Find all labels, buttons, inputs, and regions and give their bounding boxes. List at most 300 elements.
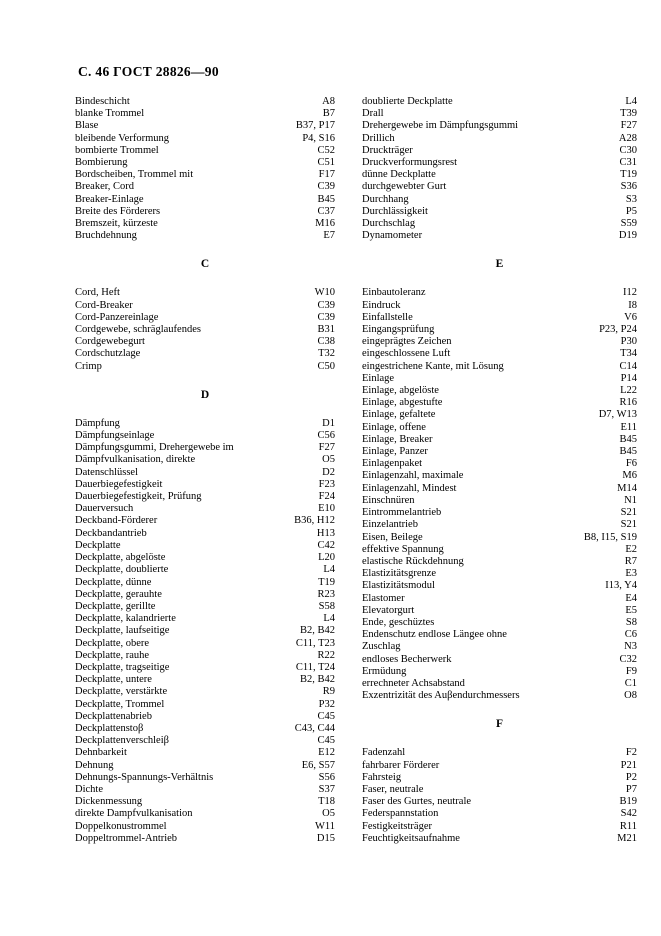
index-term: Dynamometer	[362, 230, 423, 242]
index-row	[75, 287, 335, 299]
index-code: B45	[317, 193, 335, 205]
index-row	[362, 760, 637, 772]
index-term: Bremszeit, kürzeste	[75, 218, 158, 230]
index-term: Dehnungs-Spannungs-Verhältnis	[75, 771, 214, 783]
index-term: Bruchdehnung	[75, 230, 137, 242]
index-row	[362, 312, 637, 324]
index-code: C42	[317, 539, 335, 551]
index-code: S21	[620, 519, 637, 531]
index-code: E6, S57	[301, 759, 335, 771]
index-term: Deckplatte, abgelöste	[75, 552, 166, 564]
index-columns	[75, 96, 637, 845]
index-row	[362, 641, 637, 653]
index-code: T19	[620, 169, 637, 181]
index-code: D19	[618, 230, 637, 242]
index-code: R22	[317, 649, 335, 661]
index-row	[75, 361, 335, 373]
index-term: Eisen, Beilege	[362, 531, 423, 543]
index-code: E4	[625, 592, 637, 604]
index-code: P23, P24	[599, 324, 637, 336]
index-row	[362, 336, 637, 348]
section-letter-F: F	[495, 718, 504, 731]
index-code: L22	[620, 385, 637, 397]
index-row	[75, 442, 335, 454]
index-term: Drall	[362, 108, 384, 120]
index-row	[362, 747, 637, 759]
index-code: P21	[620, 759, 637, 771]
index-term: Cordgewebe, schräglaufendes	[75, 324, 201, 336]
index-code: O8	[624, 690, 637, 702]
index-term: Fadenzahl	[362, 747, 406, 759]
index-code: R23	[317, 588, 335, 600]
index-row	[75, 348, 335, 360]
index-row	[75, 772, 335, 784]
index-term: Einzelantrieb	[362, 519, 418, 531]
index-code: T19	[318, 576, 335, 588]
index-code: M16	[315, 218, 335, 230]
index-code: B19	[619, 796, 637, 808]
index-code: D15	[316, 832, 335, 844]
index-term: Bombierung	[75, 157, 128, 169]
index-row	[362, 373, 637, 385]
index-row	[75, 430, 335, 442]
index-row	[75, 821, 335, 833]
index-row	[362, 568, 637, 580]
index-row	[75, 491, 335, 503]
index-code: B45	[619, 433, 637, 445]
index-row	[362, 532, 637, 544]
index-code: W10	[314, 287, 335, 299]
index-code: S36	[620, 181, 637, 193]
index-code: I12	[623, 287, 637, 299]
index-term: Dichte	[75, 783, 103, 795]
index-code: E11	[620, 421, 637, 433]
index-code: S42	[620, 808, 637, 820]
index-term: Einlage, abgelöste	[362, 385, 439, 397]
index-code: E2	[625, 543, 637, 555]
index-row	[75, 503, 335, 515]
index-code: V6	[624, 311, 637, 323]
index-code: L4	[323, 564, 335, 576]
index-code: S37	[318, 783, 335, 795]
index-term: Eindruck	[362, 299, 401, 311]
index-term: Einlagenpaket	[362, 458, 423, 470]
index-row	[75, 206, 335, 218]
index-row	[362, 507, 637, 519]
index-row	[362, 458, 637, 470]
index-row	[75, 564, 335, 576]
index-code: L4	[323, 613, 335, 625]
index-term: Fahrsteig	[362, 771, 402, 783]
index-code: S21	[620, 507, 637, 519]
index-term: Druckverformungsrest	[362, 157, 458, 169]
index-row	[362, 483, 637, 495]
index-term: Deckplatte, untere	[75, 674, 152, 686]
index-row	[362, 300, 637, 312]
index-row	[75, 747, 335, 759]
index-code: C52	[317, 144, 335, 156]
index-code: S56	[318, 771, 335, 783]
index-term: eingestrichene Kante, mit Lösung	[362, 360, 504, 372]
index-term: Deckbandantrieb	[75, 527, 147, 539]
index-code: C50	[317, 360, 335, 372]
index-row	[75, 108, 335, 120]
index-row	[362, 287, 637, 299]
index-row	[75, 300, 335, 312]
index-row	[75, 552, 335, 564]
index-term: Cordschutzlage	[75, 348, 141, 360]
index-code: P2	[625, 771, 637, 783]
index-term: Elastomer	[362, 592, 405, 604]
index-row	[362, 654, 637, 666]
index-row	[75, 418, 335, 430]
index-code: C39	[317, 311, 335, 323]
index-term: Bordscheiben, Trommel mit	[75, 169, 194, 181]
index-row	[75, 625, 335, 637]
index-term: Deckplattenverschleiβ	[75, 735, 169, 747]
index-code: C39	[317, 299, 335, 311]
index-code: T18	[318, 796, 335, 808]
index-term: Eingangsprüfung	[362, 324, 435, 336]
index-row	[75, 686, 335, 698]
index-term: Dehnung	[75, 759, 114, 771]
index-term: Einbautoleranz	[362, 287, 426, 299]
index-row	[362, 422, 637, 434]
index-code: B31	[317, 324, 335, 336]
index-code: C56	[317, 430, 335, 442]
index-row	[362, 808, 637, 820]
index-row	[75, 601, 335, 613]
index-term: Durchschlag	[362, 218, 416, 230]
index-row	[75, 808, 335, 820]
index-code: C14	[619, 360, 637, 372]
section-letter-C: C	[200, 258, 210, 271]
index-code: R7	[624, 555, 637, 567]
index-term: Einlage, Breaker	[362, 433, 433, 445]
index-term: Elevatorgurt	[362, 604, 415, 616]
index-row	[362, 580, 637, 592]
index-row	[75, 662, 335, 674]
index-code: A8	[322, 96, 335, 107]
index-code: T32	[318, 348, 335, 360]
index-term: Dickenmessung	[75, 796, 143, 808]
index-row	[75, 133, 335, 145]
index-row	[362, 470, 637, 482]
index-term: Eintrommelantrieb	[362, 507, 442, 519]
index-term: Crimp	[75, 360, 102, 372]
index-term: bleibende Verformung	[75, 132, 169, 144]
index-row	[362, 324, 637, 336]
index-row	[362, 145, 637, 157]
index-code: L4	[625, 96, 637, 107]
index-term: Einlage, gefaltete	[362, 409, 436, 421]
index-code: C31	[619, 157, 637, 169]
index-row	[362, 108, 637, 120]
index-term: Deckplatte, gerillte	[75, 600, 156, 612]
index-term: Dämpfung	[75, 417, 120, 429]
index-term: Endenschutz endlose Längee ohne	[362, 629, 507, 641]
index-row	[362, 206, 637, 218]
index-row	[75, 218, 335, 230]
index-row	[362, 230, 637, 242]
index-row	[362, 133, 637, 145]
index-row	[75, 120, 335, 132]
index-row	[75, 760, 335, 772]
index-code: C51	[317, 157, 335, 169]
index-code: I8	[628, 299, 637, 311]
index-term: Breaker, Cord	[75, 181, 135, 193]
index-term: Cord-Breaker	[75, 299, 133, 311]
index-row	[362, 544, 637, 556]
index-row	[75, 723, 335, 735]
index-term: Blase	[75, 120, 99, 132]
index-term: Dämpfungseinlage	[75, 430, 155, 442]
index-row	[362, 678, 637, 690]
index-row	[75, 784, 335, 796]
index-code: H13	[316, 527, 335, 539]
index-row	[75, 312, 335, 324]
page-header: С. 46 ГОСТ 28826—90	[78, 64, 219, 79]
index-code: M21	[617, 832, 637, 844]
index-row	[362, 96, 637, 108]
index-term: Einfallstelle	[362, 311, 413, 323]
index-code: E10	[318, 503, 335, 515]
index-term: effektive Spannung	[362, 543, 444, 555]
index-row	[75, 515, 335, 527]
index-term: Deckplatte	[75, 539, 121, 551]
index-term: Breaker-Einlage	[75, 193, 144, 205]
index-row	[75, 479, 335, 491]
index-code: T39	[620, 108, 637, 120]
index-row	[75, 528, 335, 540]
index-row	[362, 784, 637, 796]
index-row	[362, 446, 637, 458]
index-term: durchgewebter Gurt	[362, 181, 447, 193]
index-row	[75, 577, 335, 589]
index-term: elastische Rückdehnung	[362, 555, 464, 567]
index-code: C30	[619, 144, 637, 156]
index-code: R16	[619, 397, 637, 409]
index-term: Deckplattenabrieb	[75, 710, 152, 722]
index-row	[75, 735, 335, 747]
index-term: Deckplatte, tragseitige	[75, 661, 170, 673]
index-code: E3	[625, 568, 637, 580]
index-row	[362, 181, 637, 193]
index-term: Exzentrizität des Auβendurchmessers	[362, 690, 520, 702]
index-code: C43, C44	[294, 722, 335, 734]
index-row	[75, 540, 335, 552]
index-term: Elastizitätsmodul	[362, 580, 435, 592]
index-code: B45	[619, 446, 637, 458]
index-code: E5	[625, 604, 637, 616]
index-term: errechneter Achsabstand	[362, 677, 465, 689]
index-term: Federspannstation	[362, 808, 439, 820]
index-code: P30	[620, 336, 637, 348]
index-code: N1	[624, 494, 637, 506]
index-row	[362, 194, 637, 206]
index-code: C37	[317, 205, 335, 217]
index-term: Deckplatte, verstärkte	[75, 686, 168, 698]
index-code: F9	[625, 665, 637, 677]
index-row	[362, 772, 637, 784]
index-code: C11, T24	[295, 661, 335, 673]
index-code: S59	[620, 218, 637, 230]
index-code: S58	[318, 600, 335, 612]
index-row	[362, 157, 637, 169]
index-term: Elastizitätsgrenze	[362, 568, 437, 580]
index-term: Deckplatte, kalandrierte	[75, 613, 176, 625]
index-code: S3	[625, 193, 637, 205]
index-row	[75, 467, 335, 479]
index-code: R11	[619, 820, 637, 832]
index-code: E12	[318, 747, 335, 759]
index-code: D7, W13	[598, 409, 637, 421]
index-term: Drillich	[362, 132, 395, 144]
index-term: eingeprägtes Zeichen	[362, 336, 452, 348]
index-row	[362, 218, 637, 230]
index-row	[362, 690, 637, 702]
index-term: Faser, neutrale	[362, 783, 424, 795]
index-row	[75, 157, 335, 169]
index-term: fahrbarer Förderer	[362, 759, 440, 771]
index-term: Deckplatte, dünne	[75, 576, 152, 588]
index-code: F24	[318, 491, 335, 503]
index-code: C38	[317, 336, 335, 348]
index-code: P4, S16	[302, 132, 335, 144]
index-code: P5	[625, 205, 637, 217]
index-row	[362, 434, 637, 446]
section-letter-D: D	[200, 388, 210, 401]
index-code: N3	[624, 641, 637, 653]
index-row	[362, 796, 637, 808]
index-row	[75, 324, 335, 336]
index-term: Deckplatte, rauhe	[75, 649, 150, 661]
index-term: Durchhang	[362, 193, 409, 205]
index-term: Deckplatte, obere	[75, 637, 150, 649]
index-code: D2	[322, 466, 335, 478]
index-code: P32	[318, 698, 335, 710]
index-term: Einlagenzahl, Mindest	[362, 482, 457, 494]
index-row	[362, 409, 637, 421]
index-code: C39	[317, 181, 335, 193]
index-row	[362, 397, 637, 409]
index-term: Cordgewebegurt	[75, 336, 145, 348]
index-term: Deckplatte, laufseitige	[75, 625, 170, 637]
index-term: Doppeltrommel-Antrieb	[75, 832, 178, 844]
index-code: E7	[323, 230, 335, 242]
index-code: I13, Y4	[605, 580, 637, 592]
index-row	[75, 650, 335, 662]
index-row	[362, 617, 637, 629]
index-term: blanke Trommel	[75, 108, 145, 120]
index-row	[75, 699, 335, 711]
index-column-2	[362, 96, 637, 845]
index-term: Dauerbiegefestigkeit, Prüfung	[75, 491, 202, 503]
index-term: Bindeschicht	[75, 96, 130, 107]
index-term: Dauerbiegefestigkeit	[75, 478, 163, 490]
index-term: Druckträger	[362, 144, 413, 156]
index-row	[75, 336, 335, 348]
index-code: C45	[317, 710, 335, 722]
index-code: M14	[617, 482, 637, 494]
index-term: Doppelkonustrommel	[75, 820, 167, 832]
index-term: eingeschlossene Luft	[362, 348, 451, 360]
index-term: dünne Deckplatte	[362, 169, 436, 181]
index-code: D1	[322, 417, 335, 429]
index-row	[362, 169, 637, 181]
index-row	[362, 629, 637, 641]
index-code: O5	[322, 454, 335, 466]
index-row	[362, 519, 637, 531]
index-term: Deckplatte, gerauhte	[75, 588, 162, 600]
index-code: B7	[322, 108, 335, 120]
index-term: Deckband-Förderer	[75, 515, 158, 527]
index-term: Dämpfungsgummi, Drehergewebe im	[75, 442, 234, 454]
index-code: C45	[317, 735, 335, 747]
index-row	[75, 589, 335, 601]
index-code: B36, H12	[294, 515, 335, 527]
index-term: Zuschlag	[362, 641, 401, 653]
index-code: B37, P17	[295, 120, 335, 132]
index-code: C1	[624, 677, 637, 689]
index-row	[75, 169, 335, 181]
index-row	[362, 605, 637, 617]
index-code: T34	[620, 348, 637, 360]
index-row	[75, 145, 335, 157]
index-code: C32	[619, 653, 637, 665]
index-row	[362, 593, 637, 605]
index-term: Einlage, abgestufte	[362, 397, 443, 409]
index-code: A28	[618, 132, 637, 144]
index-term: Deckplattenstoβ	[75, 722, 144, 734]
index-term: Deckplatte, Trommel	[75, 698, 165, 710]
index-term: direkte Dampfvulkanisation	[75, 808, 193, 820]
index-term: Ermüdung	[362, 665, 407, 677]
index-code: B8, I15, S19	[583, 531, 637, 543]
index-term: Cord, Heft	[75, 287, 120, 299]
index-term: Einlage, offene	[362, 421, 426, 433]
index-row	[362, 348, 637, 360]
index-term: Feuchtigkeitsaufnahme	[362, 832, 460, 844]
index-row	[75, 674, 335, 686]
index-row	[75, 181, 335, 193]
index-term: Einlage, Panzer	[362, 446, 428, 458]
index-row	[75, 96, 335, 108]
index-code: F23	[318, 478, 335, 490]
index-row	[362, 666, 637, 678]
index-code: B2, B42	[299, 674, 335, 686]
index-column-1	[75, 96, 335, 845]
index-term: Durchlässigkeit	[362, 205, 428, 217]
index-term: Dämpfvulkanisation, direkte	[75, 454, 196, 466]
index-term: Festigkeitsträger	[362, 820, 432, 832]
index-row	[362, 385, 637, 397]
index-term: Datenschlüssel	[75, 466, 138, 478]
index-row	[75, 230, 335, 242]
index-code: O5	[322, 808, 335, 820]
index-code: C11, T23	[295, 637, 335, 649]
index-code: F2	[625, 747, 637, 759]
index-row	[362, 120, 637, 132]
index-term: Einlagenzahl, maximale	[362, 470, 464, 482]
index-term: bombierte Trommel	[75, 144, 159, 156]
index-term: Dauerversuch	[75, 503, 134, 515]
index-row	[362, 556, 637, 568]
index-term: doublierte Deckplatte	[362, 96, 453, 107]
index-code: B2, B42	[299, 625, 335, 637]
index-row	[362, 833, 637, 845]
index-code: S8	[625, 616, 637, 628]
